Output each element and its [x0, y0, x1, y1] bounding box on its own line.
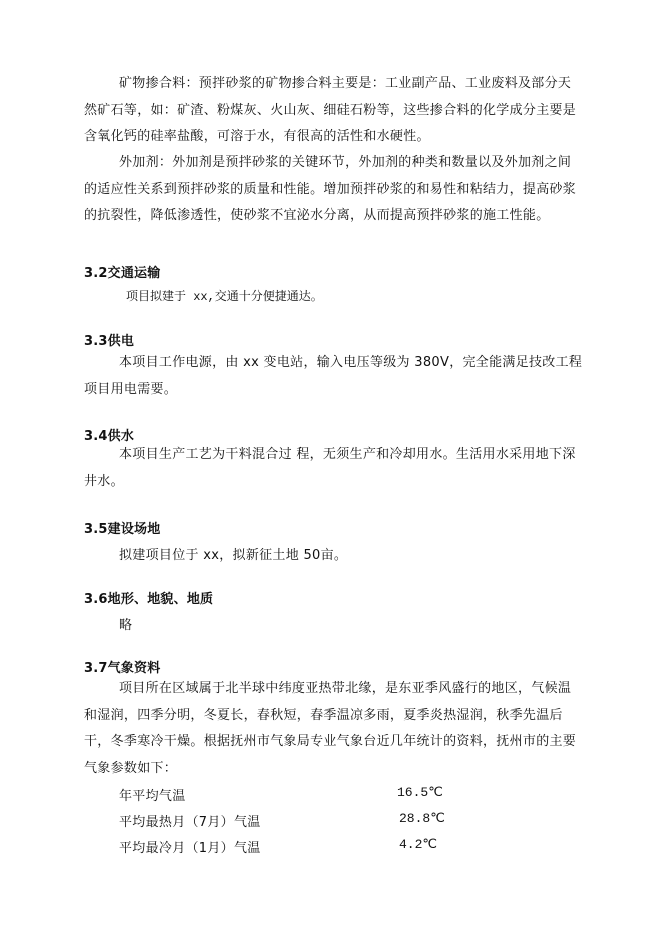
body-3-4: 本项目生产工艺为干料混合过 程，无须生产和冷却用水。生活用水采用地下深井水。	[84, 447, 576, 489]
body-3-3: 本项目工作电源，由 xx 变电站，输入电压等级为 380V，完全能满足技改工程项目用电需要。	[84, 355, 583, 397]
body-3-6: 略	[119, 618, 133, 633]
heading-3-6: 3.6地形、地貌、地质	[84, 592, 214, 607]
body-3-2: 项目拟建于 xx,交通十分便捷通达。	[126, 290, 323, 304]
body-3-7: 项目所在区域属于北半球中纬度亚热带北缘，是东亚季风盛行的地区，气候温和湿润，四季分明，冬夏长，春秋短，春季温凉多雨，夏季炎热湿润，秋季先温后干，冬季寒冷干燥。根据抚州市气象局专业气象台近几年统计的资料，抚州市的主要气象参数如下：	[84, 681, 577, 776]
heading-3-5: 3.5建设场地	[84, 522, 161, 537]
climate-value: 16.5℃	[397, 785, 443, 800]
heading-3-2: 3.2交通运输	[84, 266, 161, 281]
heading-3-3: 3.3供电	[84, 334, 135, 349]
climate-row	[119, 811, 579, 833]
heading-3-4: 3.4供水	[84, 429, 135, 444]
climate-row	[119, 785, 579, 807]
paragraph-mineral-admixture: 矿物掺合料：预拌砂浆的矿物掺合料主要是：工业副产品、工业废料及部分天然矿石等，如：矿渣、粉煤灰、火山灰、细硅石粉等，这些掺合料的化学成分主要是含氧化钙的硅率盐酸，可溶于水，有很高的活性和水硬性。	[84, 76, 577, 144]
body-3-5: 拟建项目位于 xx，拟新征土地 50亩。	[119, 548, 348, 563]
climate-label: 平均最热月（7月）气温	[119, 815, 261, 830]
climate-value: 4.2℃	[399, 837, 438, 852]
climate-row	[119, 837, 579, 859]
climate-label: 平均最冷月（1月）气温	[119, 841, 261, 856]
paragraph-additive: 外加剂：外加剂是预拌砂浆的关键环节，外加剂的种类和数量以及外加剂之间的适应性关系到预拌砂浆的质量和性能。增加预拌砂浆的和易性和粘结力，提高砂浆的抗裂性，降低渗透性，使砂浆不宜泌水分离，从而提高预拌砂浆的施工性能。	[84, 155, 577, 223]
climate-label: 年平均气温	[119, 789, 186, 804]
climate-value: 28.8℃	[399, 811, 445, 826]
heading-3-7: 3.7气象资料	[84, 661, 161, 676]
